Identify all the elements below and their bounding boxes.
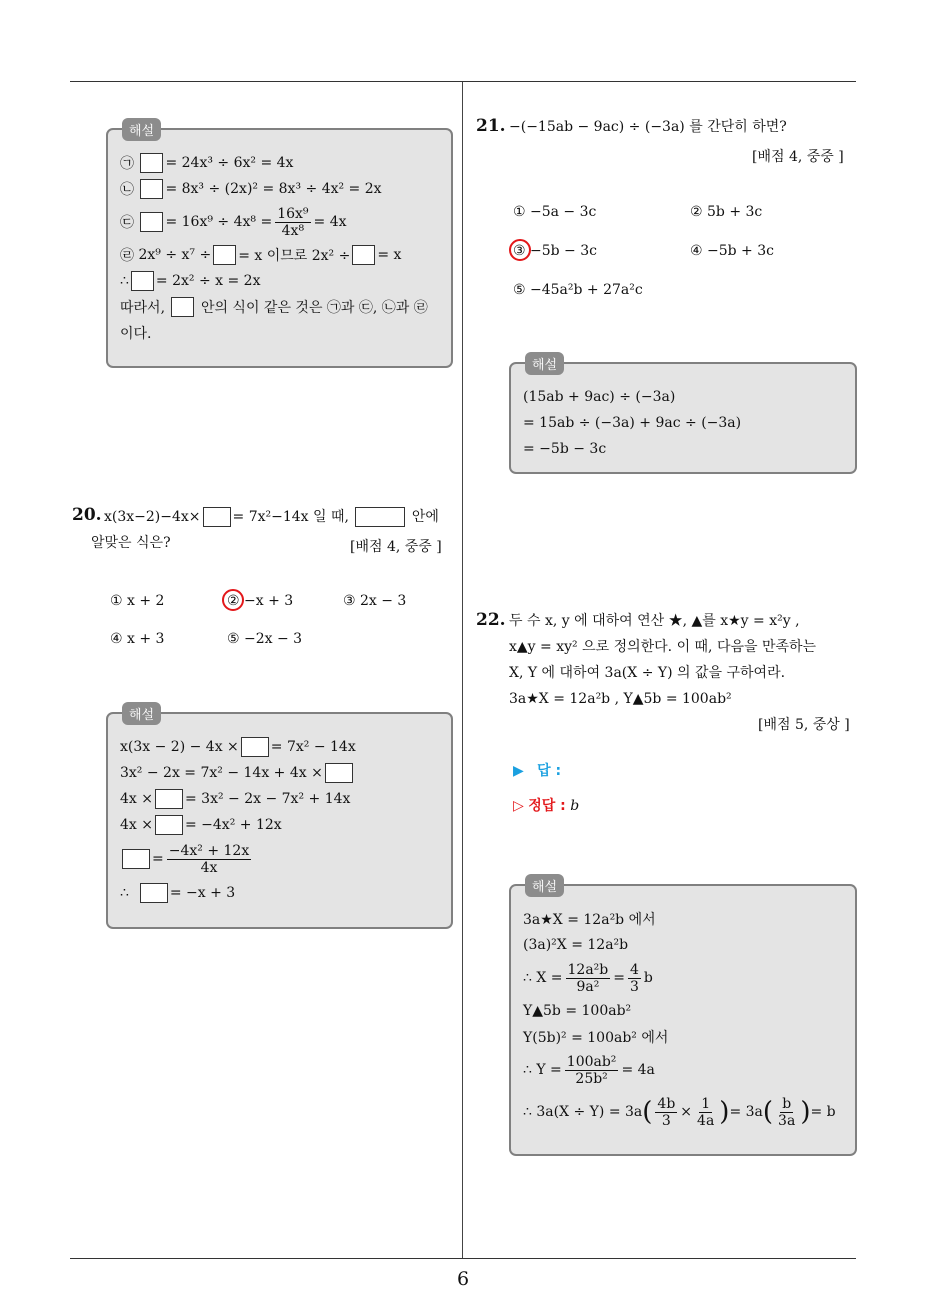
expr: = 7x² − 14x (270, 739, 356, 755)
therefore-symbol: ∴ (120, 885, 129, 901)
solution-line: = 15ab ÷ (−3a) + 9ac ÷ (−3a) (523, 415, 742, 431)
expr: = 8x³ ÷ (2x)² = 8x³ ÷ 4x² = 2x (165, 181, 382, 197)
blank-box (241, 737, 269, 757)
denominator: 25b² (575, 1070, 608, 1087)
numerator: 4 (630, 961, 639, 978)
solution-line (120, 734, 439, 760)
denominator: 4x⁸ (281, 222, 305, 239)
q22-line1: 두 수 x, y 에 대하여 연산 ★, ▲를 x★y = x²y , (509, 613, 800, 629)
expr: b (643, 970, 653, 986)
expr: 4x × (120, 817, 153, 833)
denominator: 4x (200, 859, 218, 876)
blank-box (355, 507, 405, 527)
q21-choice-4[interactable]: ④ −5b + 3c (690, 243, 774, 259)
correct-answer-row (513, 795, 579, 815)
q20-choice-1[interactable]: ① x + 2 (110, 593, 165, 609)
column-divider (462, 82, 463, 1258)
expr: ∴ 3a(X ÷ Y) = 3a (523, 1104, 643, 1120)
marker: ㉢ (120, 215, 134, 231)
expr: ∴ X = (523, 970, 563, 986)
marker: ㉣ (120, 248, 134, 264)
numerator: 16x⁹ (277, 205, 309, 222)
numerator: b (782, 1095, 792, 1112)
marker: ㉡ (120, 182, 134, 198)
expr: = 3a (729, 1104, 763, 1120)
expr: 4x × (120, 791, 153, 807)
q21-choice-1[interactable]: ① −5a − 3c (513, 204, 597, 220)
expr: = x 이므로 2x² ÷ (238, 248, 351, 264)
solution-line (120, 242, 439, 268)
top-rule (70, 81, 856, 82)
fraction (275, 206, 310, 239)
solution-line (120, 176, 439, 202)
blank-box (122, 849, 150, 869)
q22-solution-box (509, 880, 857, 1156)
q21-score: [배점 4, 중중 ] (752, 149, 844, 165)
expr: = 4a (621, 1062, 655, 1078)
q20-score: [배점 4, 중중 ] (350, 539, 442, 555)
blank-box (140, 212, 163, 232)
blank-box (131, 271, 154, 291)
solution-line (120, 880, 439, 906)
q22-line2: x▲y = xy² 으로 정의한다. 이 때, 다음을 만족하는 (509, 639, 817, 655)
blank-box (155, 789, 183, 809)
denominator: 3 (661, 1112, 671, 1129)
denominator: 9a² (576, 978, 600, 995)
play-icon: ▶ (513, 763, 524, 779)
expr: = 4x (313, 214, 347, 230)
solution-line (523, 958, 843, 998)
solution-line (120, 268, 439, 294)
numerator: 12a²b (567, 961, 609, 978)
q20-stem-part: = 7x²−14x 일 때, (232, 509, 349, 525)
q21-choice-2[interactable]: ② 5b + 3c (690, 204, 763, 220)
blank-box (203, 507, 231, 527)
left-paren: ( (762, 1097, 774, 1127)
solution-line: Y▲5b = 100ab² (523, 1003, 632, 1019)
fraction (655, 1096, 677, 1129)
solution-line (120, 150, 439, 176)
q22-line3: X, Y 에 대하여 3a(X ÷ Y) 의 값을 구하여라. (509, 665, 786, 681)
q21-choice-3[interactable]: ③ −5b − 3c (513, 243, 597, 259)
fraction (695, 1096, 716, 1129)
right-paren: ) (719, 1097, 730, 1127)
solution-line: (3a)²X = 12a²b (523, 937, 629, 953)
play-outline-icon: ▷ (513, 798, 524, 814)
blank-box (155, 815, 183, 835)
expr: 3x² − 2x = 7x² − 14x + 4x × (120, 765, 323, 781)
solution-line (120, 812, 439, 838)
text: 이다. (120, 326, 152, 342)
expr: = (152, 851, 164, 867)
times-symbol: × (680, 1104, 693, 1120)
numerator: 4b (657, 1095, 676, 1112)
expr: = 24x³ ÷ 6x² = 4x (165, 155, 294, 171)
expr: x(3x − 2) − 4x × (120, 739, 239, 755)
text: 따라서, (120, 300, 166, 316)
solution-tag: 해설 (525, 874, 564, 897)
expr: = 3x² − 2x − 7x² + 14x (184, 791, 351, 807)
q20-choice-5[interactable]: ⑤ −2x − 3 (227, 631, 303, 647)
expr: = (613, 970, 625, 986)
numerator: 100ab² (566, 1053, 617, 1070)
solution-line: (15ab + 9ac) ÷ (−3a) (523, 389, 676, 405)
denominator: 3a (778, 1112, 796, 1129)
blank-box (140, 153, 163, 173)
solution-line (523, 1090, 843, 1134)
q20-choice-3[interactable]: ③ 2x − 3 (343, 593, 407, 609)
q22-condition: 3a★X = 12a²b , Y▲5b = 100ab² (509, 691, 732, 707)
denominator: 3 (630, 978, 639, 995)
q22-score: [배점 5, 중상 ] (758, 717, 850, 733)
fraction (565, 1054, 619, 1087)
q20-stem (104, 504, 439, 530)
page-number: 6 (456, 1268, 470, 1290)
therefore-symbol: ∴ (120, 273, 129, 289)
numerator: 1 (701, 1095, 711, 1112)
q20-stem-line2: 알맞은 식은? (91, 535, 171, 551)
expr: = 16x⁹ ÷ 4x⁸ = (165, 214, 273, 230)
answer-label: 답 : (537, 763, 562, 779)
q20-choice-4[interactable]: ④ x + 3 (110, 631, 165, 647)
expr: = −x + 3 (169, 885, 236, 901)
q21-solution-box (509, 358, 857, 474)
fraction (776, 1096, 797, 1129)
fraction (167, 843, 252, 876)
q20-stem-part: 안에 (411, 509, 439, 525)
q20-choice-2[interactable]: ② −x + 3 (227, 593, 294, 609)
solution-tag: 해설 (122, 118, 161, 141)
solution-line (120, 760, 439, 786)
q20-solution-box (106, 708, 453, 929)
solution-line (120, 202, 439, 242)
blank-box (140, 883, 168, 903)
answer-row (513, 760, 561, 780)
denominator: 4a (697, 1112, 715, 1129)
text: 안의 식이 같은 것은 ㉠과 ㉢, ㉡과 ㉣ (200, 300, 428, 316)
expr: = 2x² ÷ x = 2x (155, 273, 261, 289)
solution-tag: 해설 (122, 702, 161, 725)
solution-line (120, 320, 439, 346)
blank-box (213, 245, 236, 265)
solution-line (120, 294, 439, 320)
expr: = −4x² + 12x (184, 817, 282, 833)
q22-number: 22. (476, 610, 506, 630)
solution-line (523, 1050, 843, 1090)
q21-choice-5[interactable]: ⑤ −45a²b + 27a²c (513, 282, 643, 298)
q21-stem: −(−15ab − 9ac) ÷ (−3a) 를 간단히 하면? (509, 119, 787, 135)
fraction (628, 962, 641, 995)
fraction (566, 962, 611, 995)
right-paren: ) (800, 1097, 811, 1127)
blank-box (140, 179, 163, 199)
expr: ∴ Y = (523, 1062, 562, 1078)
bottom-rule (70, 1258, 856, 1259)
left-paren: ( (642, 1097, 653, 1127)
q20-stem-part: x(3x−2)−4x× (104, 509, 201, 525)
q20-number: 20. (72, 505, 102, 525)
solution-line (120, 786, 439, 812)
q19-solution-box (106, 124, 453, 368)
solution-tag: 해설 (525, 352, 564, 375)
solution-line: Y(5b)² = 100ab² 에서 (523, 1030, 669, 1046)
marker: ㉠ (120, 156, 134, 172)
blank-box (352, 245, 375, 265)
expr: 2x⁹ ÷ x⁷ ÷ (138, 247, 212, 263)
correct-answer-value: b (570, 798, 580, 814)
numerator: −4x² + 12x (168, 842, 250, 859)
solution-line (120, 838, 439, 880)
solution-line: 3a★X = 12a²b 에서 (523, 912, 656, 928)
blank-box (325, 763, 353, 783)
correct-answer-label: 정답 : (528, 798, 566, 814)
blank-box (171, 297, 194, 317)
expr: = x (377, 247, 402, 263)
q21-number: 21. (476, 116, 506, 136)
expr: = b (810, 1104, 836, 1120)
solution-line: = −5b − 3c (523, 441, 607, 457)
